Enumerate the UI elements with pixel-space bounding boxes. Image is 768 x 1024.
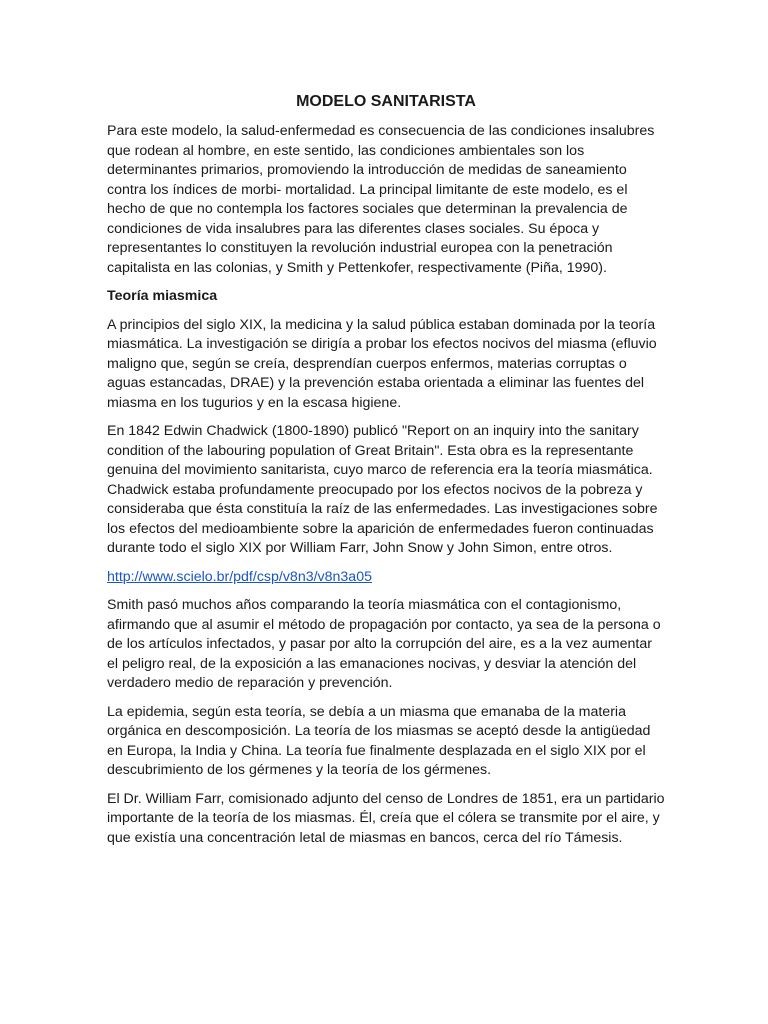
paragraph-farr: El Dr. William Farr, comisionado adjunto del censo de Londres de 1851, era un partidario importante de la teoría de los miasmas. Él, creía que el cólera se transmite por el aire, y que existía una concentración letal de miasmas en bancos, cerca del río Támesis. — [107, 790, 665, 846]
paragraph-epidemic: La epidemia, según esta teoría, se debía a un miasma que emanaba de la materia orgánica en descomposición. La teoría de los miasmas se aceptó desde la antigüedad en Europa, la India y China. La teoría fue finalmente desplazada en el siglo XIX por el descubrimiento de los gérmenes y la teoría de los gérmenes. — [107, 703, 651, 778]
section-heading: Teoría miasmica — [107, 288, 218, 304]
intro-paragraph: Para este modelo, la salud-enfermedad es consecuencia de las condiciones insalubres que rodean al hombre, en este sentido, las condiciones ambientales son los determinantes primarios, promoviendo la introducción de medidas de saneamiento contra los índices de morbi- mortalidad. La principal limitante de este modelo, es el hecho de que no contempla los factores sociales que determinan la prevalencia de condiciones de vida insalubres para las diferentes clases sociales. Su época y representantes lo constituyen la revolución industrial europea con la penetración capitalista en las colonias, y Smith y Pettenkofer, respectivamente (Piña, 1990). — [107, 123, 655, 276]
reference-link-line — [107, 568, 665, 588]
paragraph-chadwick: En 1842 Edwin Chadwick (1800-1890) publicó "Report on an inquiry into the sanitary condition of the labouring population of Great Britain". Esta obra es la representante genuina del movimiento sanitarista, cuyo marco de referencia era la teoría miasmática. Chadwick estaba profundamente preocupado por los efectos nocivos de la pobreza y consideraba que ésta constituía la raíz de las enfermedades. Las investigaciones sobre los efectos del medioambiente sobre la aparición de enfermedades fueron continuadas durante todo el siglo XIX por William Farr, John Snow y John Simon, entre otros. — [107, 423, 658, 556]
paragraph-smith: Smith pasó muchos años comparando la teoría miasmática con el contagionismo, afirmando que al asumir el método de propagación por contacto, ya sea de la persona o de los artículos infectados, y pasar por alto la corrupción del aire, es a la vez aumentar el peligro real, de la exposición a las emanaciones nocivas, y desviar la atención del verdadero medio de reparación y prevención. — [107, 597, 661, 691]
document-title: MODELO SANITARISTA — [296, 93, 476, 110]
paragraph-miasma-theory: A principios del siglo XIX, la medicina y la salud pública estaban dominada por la teoría miasmática. La investigación se dirigía a probar los efectos nocivos del miasma (efluvio maligno que, según se creía, desprendían cuerpos enfermos, materias corruptas o aguas estancadas, DRAE) y la prevención estaba orientada a eliminar las fuentes del miasma en los tugurios y en la escasa higiene. — [107, 316, 657, 411]
document-page — [107, 92, 665, 857]
reference-link[interactable]: http://www.scielo.br/pdf/csp/v8n3/v8n3a05 — [107, 568, 372, 585]
